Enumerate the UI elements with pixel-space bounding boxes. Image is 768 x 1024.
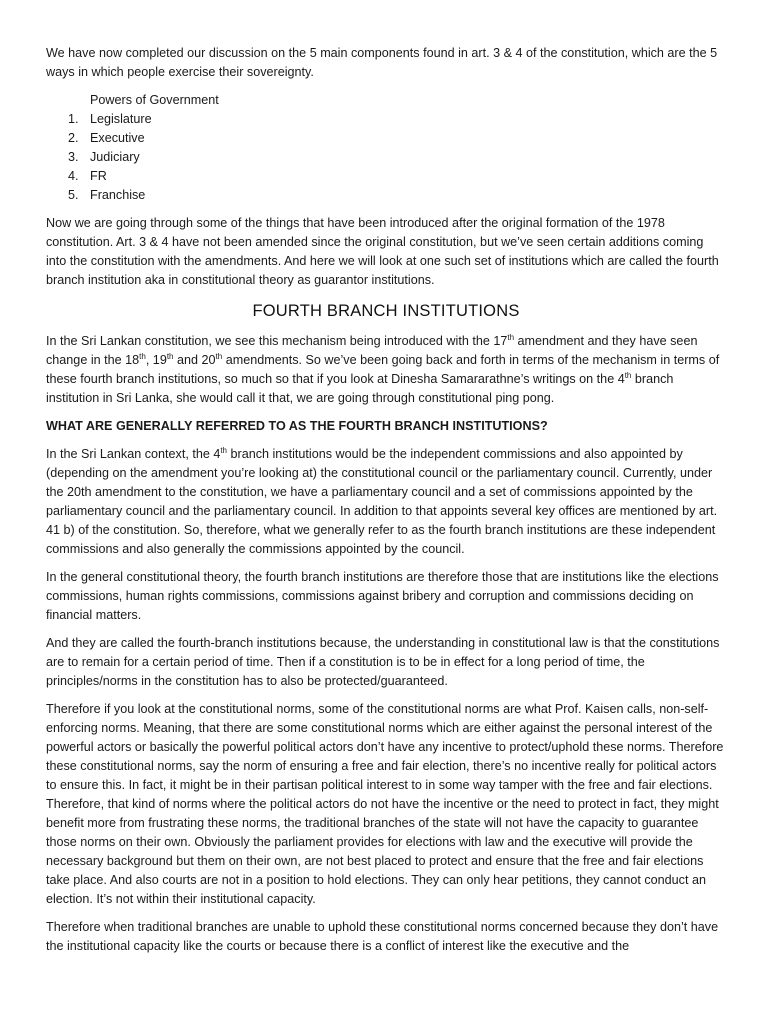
list-item-label: Franchise — [90, 188, 146, 202]
list-item-label: Executive — [90, 131, 145, 145]
question-heading: WHAT ARE GENERALLY REFERRED TO AS THE FOURTH BRANCH INSTITUTIONS? — [46, 419, 548, 433]
paragraph-sri-lankan-constitution: In the Sri Lankan constitution, we see this mechanism being introduced with the 17th amendment and they have seen change in the 18th, 19th and 20th amendments. So we’ve been going back and forth in terms of the mechanism in terms of these fourth branch institutions, so much so that if you look at Dinesha Samararathne’s writings on the 4th branch institution in Sri Lanka, she would call it that, we are going through constitutional ping pong. — [46, 332, 720, 405]
list-number: 5. — [68, 188, 79, 202]
list-item — [46, 129, 726, 148]
paragraph-after-list: Now we are going through some of the things that have been introduced after the original formation of the 1978 constitution. Art. 3 & 4 have not been amended since the original constitution, but we’ve seen certain additions coming into the constitution with the amendments. And here we will look at one such set of institutions which are called the fourth branch institution aka in constitutional theory as guarantor institutions. — [46, 216, 719, 287]
list-number: 2. — [68, 131, 79, 145]
list-item-label: FR — [90, 169, 107, 183]
list-item — [46, 186, 726, 205]
section-title: FOURTH BRANCH INSTITUTIONS — [252, 302, 520, 320]
paragraph-traditional-branches: Therefore when traditional branches are unable to uphold these constitutional norms concerned because they don’t have the institutional capacity like the courts or because there is a conflict of interest like the executive and the — [46, 920, 719, 953]
list-item-label: Judiciary — [90, 150, 140, 164]
intro-paragraph: We have now completed our discussion on the 5 main components found in art. 3 & 4 of the constitution, which are the 5 ways in which people exercise their sovereignty. — [46, 46, 718, 79]
list-number: 3. — [68, 150, 79, 164]
paragraph-sri-lankan-context: In the Sri Lankan context, the 4th branch institutions would be the independent commissions and also appointed by (depending on the amendment you’re looking at) the constitutional council or the parliamentary council. Currently, under the 20th amendment to the constitution, we have a parliamentary council and a set of commissions appointed by the parliamentary council and the parliamentary council. In addition to that appoints several key offices are mentioned by art. 41 b) of the constitution. So, therefore, what we generally refer to as the fourth branch institutions are these independent commissions and also generally the commissions appointed by the council. — [46, 445, 718, 556]
paragraph-constitutional-norms: Therefore if you look at the constitutional norms, some of the constitutional norms are what Prof. Kaisen calls, non-self-enforcing norms. Meaning, that there are some constitutional norms which are either against the personal interest of the powerful actors or basically the powerful political actors don’t have any incentive to protect/uphold these norms. Therefore these constitutional norms, say the norm of ensuring a free and fair election, there’s no incentive really for political actors to ensure this. In fact, it might be in their partisan political interest to in some way tamper with the free and fair elections. Therefore, that kind of norms where the political actors do not have the incentive or the need to protect in fact, they might benefit more from frustrating these norms, the traditional branches of the state will not have the capacity to guarantee those norms on their own. Obviously the parliament provides for elections with law and the executive will provide the necessary background but them on their own, are not best placed to protect and ensure that the free and fair elections take place. And also courts are not in a position to hold elections. They can only hear petitions, they cannot conduct an election. It’s not within their institutional capacity. — [46, 702, 724, 906]
list-number: 1. — [68, 112, 79, 126]
powers-heading: Powers of Government — [90, 93, 219, 107]
powers-list — [46, 110, 726, 205]
paragraph-general-theory: In the general constitutional theory, the fourth branch institutions are therefore those that are institutions like the elections commissions, human rights commissions, commissions against bribery and corruption and commissions deciding on financial matters. — [46, 570, 719, 622]
paragraph-why-called: And they are called the fourth-branch institutions because, the understanding in constitutional law is that the constitutions are to remain for a certain period of time. Then if a constitution is to be in effect for a long period of time, the principles/norms in the constitution has to also be protected/guaranteed. — [46, 636, 720, 688]
list-number: 4. — [68, 169, 79, 183]
list-item-label: Legislature — [90, 112, 152, 126]
list-item — [46, 110, 726, 129]
list-item — [46, 148, 726, 167]
document-page — [46, 44, 726, 965]
list-item — [46, 167, 726, 186]
